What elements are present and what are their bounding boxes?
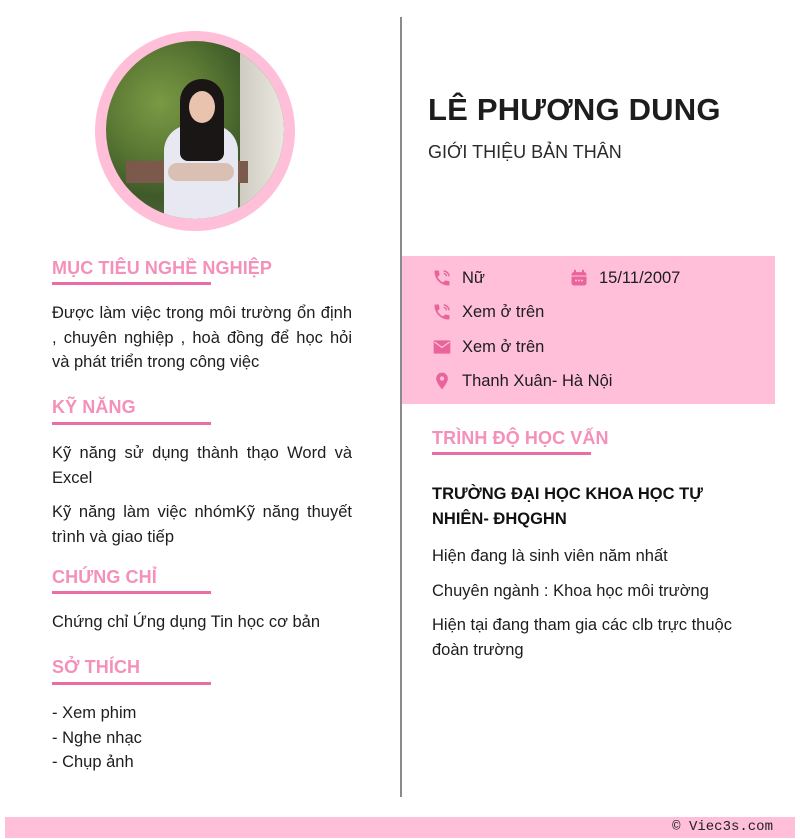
contact-email [432,335,544,359]
section-underline [52,282,211,285]
section-title-objective: MỤC TIÊU NGHỀ NGHIỆP [52,258,273,278]
birthday-value: 15/11/2007 [599,268,681,287]
objective-text: Được làm việc trong môi trường ổn định , chuyên nghiệp , hoà đồng để học hỏi và phát triển trong công việc [52,304,352,371]
education-item: Hiện đang là sinh viên năm nhất [432,547,668,565]
education-item: Chuyên ngành : Khoa học môi trường [432,582,709,600]
hobby-item: - Xem phim [52,704,137,722]
gender-value: Nữ [462,268,485,287]
section-title-skills: KỸ NĂNG [52,397,136,417]
section-title-hobbies: SỞ THÍCH [52,657,141,677]
section-title-certificates: CHỨNG CHỈ [52,567,157,587]
page-subtitle: GIỚI THIỆU BẢN THÂN [428,142,622,162]
contact-birthday [569,266,680,290]
hobby-item: - Chụp ảnh [52,753,134,771]
location-pin-icon [432,371,452,391]
section-underline [52,682,211,685]
school-name: TRƯỜNG ĐẠI HỌC KHOA HỌC TỰ NHIÊN- ĐHQGHN [432,485,703,528]
column-divider [400,17,402,797]
section-underline [52,591,211,594]
section-underline [52,422,211,425]
phone-icon [432,302,452,322]
skill-item: Kỹ năng làm việc nhómKỹ năng thuyết trình và giao tiếp [52,503,352,546]
section-underline [432,452,591,455]
contact-address [432,369,612,393]
education-item: Hiện tại đang tham gia các clb trực thuộc đoàn trường [432,616,732,659]
section-title-education: TRÌNH ĐỘ HỌC VẤN [432,428,609,448]
avatar [106,41,284,219]
certificate-item: Chứng chỉ Ứng dụng Tin học cơ bản [52,613,321,631]
email-value: Xem ở trên [462,337,545,356]
footer-copyright: © Viec3s.com [672,819,773,835]
calendar-icon [569,268,589,288]
address-value: Thanh Xuân- Hà Nội [462,371,613,390]
phone-value: Xem ở trên [462,302,545,321]
person-name: LÊ PHƯƠNG DUNG [428,92,721,127]
phone-icon [432,268,452,288]
contact-gender [432,266,485,290]
skill-item: Kỹ năng sử dụng thành thạo Word và Excel [52,444,352,487]
mail-icon [432,337,452,357]
footer-bar [5,817,795,838]
hobby-item: - Nghe nhạc [52,729,142,747]
contact-phone [432,300,544,324]
